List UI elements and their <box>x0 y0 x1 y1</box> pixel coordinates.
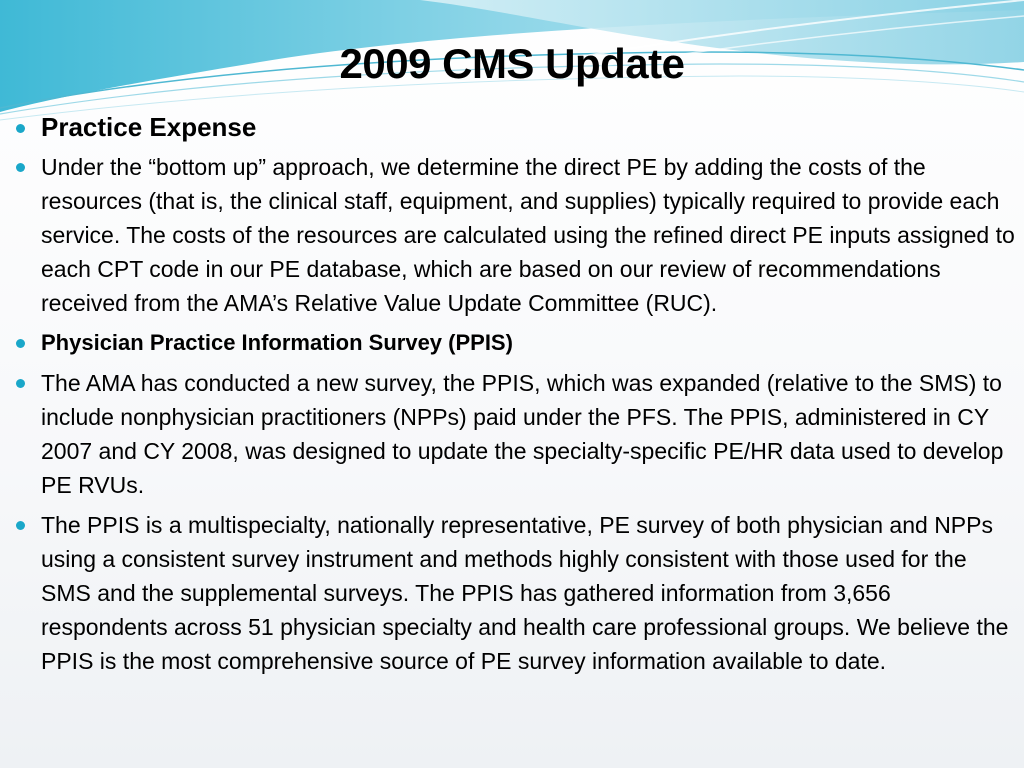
bullet-dot-icon <box>16 163 25 172</box>
bullet-item <box>16 110 1016 144</box>
bullet-text: Physician Practice Information Survey (PPIS) <box>41 330 513 355</box>
bullet-text: The AMA has conducted a new survey, the PPIS, which was expanded (relative to the SMS) to include nonphysician practitioners (NPPs) paid under the PFS. The PPIS, administered in CY 2007 and CY 2008, was designed to update the specialty-specific PE/HR data used to develop PE RVUs. <box>41 370 1004 498</box>
bullet-dot-icon <box>16 521 25 530</box>
bullet-text: The PPIS is a multispecialty, nationally representative, PE survey of both physician and NPPs using a consistent survey instrument and methods highly consistent with those used for the SMS and the supplemental surveys. The PPIS has gathered information from 3,656 respondents across 51 physician specialty and health care professional groups. We believe the PPIS is the most comprehensive source of PE survey information available to date. <box>41 512 1009 674</box>
bullet-item <box>16 366 1016 502</box>
bullet-dot-icon <box>16 124 25 133</box>
bullet-dot-icon <box>16 339 25 348</box>
bullet-dot-icon <box>16 379 25 388</box>
bullet-item <box>16 326 1016 360</box>
bullet-item <box>16 508 1016 678</box>
bullet-text: Under the “bottom up” approach, we determine the direct PE by adding the costs of the resources (that is, the clinical staff, equipment, and supplies) typically required to provide each service. The costs of the resources are calculated using the refined direct PE inputs assigned to each CPT code in our PE database, which are based on our review of recommendations received from the AMA’s Relative Value Update Committee (RUC). <box>41 154 1015 316</box>
bullet-text: Practice Expense <box>41 112 257 142</box>
slide-title: 2009 CMS Update <box>339 40 685 87</box>
bullet-list <box>16 110 1016 684</box>
bullet-item <box>16 150 1016 320</box>
